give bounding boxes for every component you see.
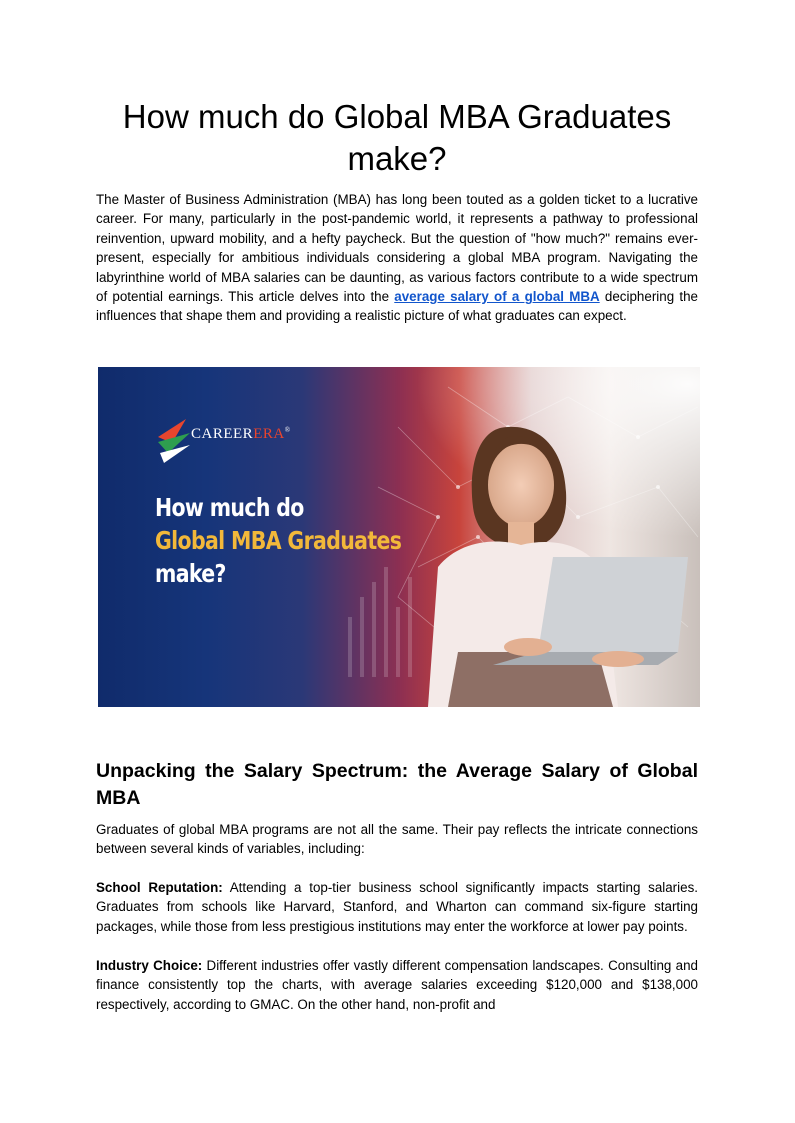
banner-line-1: How much do <box>155 493 304 522</box>
careerera-logo <box>191 426 291 443</box>
intro-text-before: The Master of Business Administration (MBA) has long been touted as a golden ticket to a lucrative career. For many, particularly in the post-pandemic world, it represents a pathway to professional reinvention, upward mobility, and a hefty paycheck. But the question of "how much?" remains ever-present, especially for ambitious individuals considering a global MBA program. Navigating the labyrinthine world of MBA salaries can be daunting, as various factors contribute to a wide spectrum of potential earnings. This article delves into the <box>96 192 698 305</box>
industry-choice-text: Different industries offer vastly different compensation landscapes. Consulting and finance consistently top the charts, with average salaries exceeding $120,000 and $138,000 respectively, according to GMAC. On the other hand, non-profit and <box>96 958 698 1012</box>
school-reputation-label: School Reputation: <box>96 880 223 895</box>
banner-line-3: make? <box>155 559 226 588</box>
industry-choice-paragraph <box>96 956 698 1014</box>
school-reputation-paragraph <box>96 878 698 936</box>
section-heading: Unpacking the Salary Spectrum: the Average Salary of Global MBA <box>96 760 698 809</box>
hero-banner-image <box>98 367 700 707</box>
section-lead-paragraph: Graduates of global MBA programs are not all the same. Their pay reflects the intricate connections between several kinds of variables, including: <box>96 822 698 857</box>
average-salary-link[interactable]: average salary of a global MBA <box>394 289 600 305</box>
banner-headline <box>155 491 401 590</box>
banner-line-2: Global MBA Graduates <box>155 526 402 555</box>
intro-text-after: deciphering the influences that shape them and providing a realistic picture of what graduates can expect. <box>96 289 698 324</box>
intro-paragraph <box>96 190 698 326</box>
school-reputation-text: Attending a top-tier business school significantly impacts starting salaries. Graduates from schools like Harvard, Stanford, and Wharton can command six-figure starting packages, while those from less prestigious institutions may enter the workforce at lower pay points. <box>96 880 698 934</box>
page-title: How much do Global MBA Graduates make? <box>122 98 672 177</box>
industry-choice-label: Industry Choice: <box>96 958 203 973</box>
logo-text-era: ERA <box>253 426 285 442</box>
logo-registered-mark: ® <box>284 426 291 434</box>
logo-text-career: CAREER <box>191 426 254 442</box>
